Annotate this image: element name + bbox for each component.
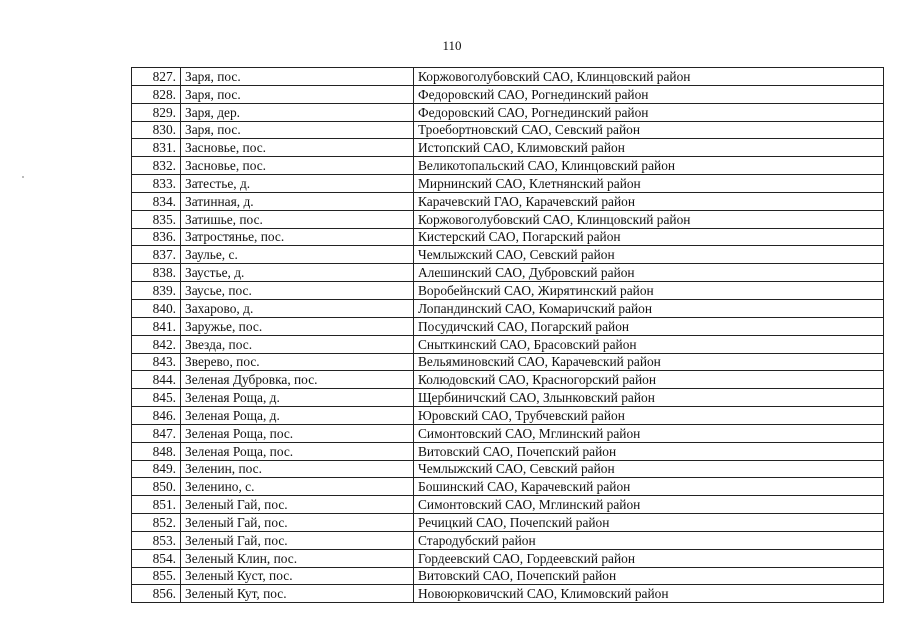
- table-row: [132, 514, 884, 532]
- settlement-name: Заря, пос.: [181, 85, 414, 103]
- settlement-name: Зеленино, с.: [181, 478, 414, 496]
- table-row: [132, 157, 884, 175]
- district-name: Новоюрковичский САО, Климовский район: [414, 585, 884, 603]
- table-row: [132, 68, 884, 86]
- table-row: [132, 442, 884, 460]
- row-number: 849.: [132, 460, 181, 478]
- district-name: Коржовоголубовский САО, Клинцовский район: [414, 68, 884, 86]
- district-name: Воробейнский САО, Жирятинский район: [414, 282, 884, 300]
- district-name: Колюдовский САО, Красногорский район: [414, 371, 884, 389]
- table-row: [132, 121, 884, 139]
- row-number: 854.: [132, 549, 181, 567]
- district-name: Мирнинский САО, Клетнянский район: [414, 175, 884, 193]
- district-name: Сныткинский САО, Брасовский район: [414, 335, 884, 353]
- settlement-name: Зеленая Роща, д.: [181, 389, 414, 407]
- settlement-name: Зеленая Роща, пос.: [181, 424, 414, 442]
- row-number: 846.: [132, 407, 181, 425]
- table-row: [132, 299, 884, 317]
- row-number: 845.: [132, 389, 181, 407]
- settlement-name: Звезда, пос.: [181, 335, 414, 353]
- row-number: 837.: [132, 246, 181, 264]
- settlement-name: Затестье, д.: [181, 175, 414, 193]
- table-row: [132, 139, 884, 157]
- row-number: 833.: [132, 175, 181, 193]
- table-row: [132, 371, 884, 389]
- district-name: Юровский САО, Трубчевский район: [414, 407, 884, 425]
- table-row: [132, 353, 884, 371]
- settlement-name: Зеленый Гай, пос.: [181, 496, 414, 514]
- district-name: Посудичский САО, Погарский район: [414, 317, 884, 335]
- settlement-name: Зеленая Роща, пос.: [181, 442, 414, 460]
- row-number: 839.: [132, 282, 181, 300]
- row-number: 831.: [132, 139, 181, 157]
- settlement-name: Заустье, д.: [181, 264, 414, 282]
- row-number: 852.: [132, 514, 181, 532]
- table-row: [132, 389, 884, 407]
- row-number: 827.: [132, 68, 181, 86]
- table-row: [132, 85, 884, 103]
- settlement-name: Засновье, пос.: [181, 157, 414, 175]
- table-row: [132, 264, 884, 282]
- district-name: Троебортновский САО, Севский район: [414, 121, 884, 139]
- settlement-name: Заря, пос.: [181, 121, 414, 139]
- district-name: Федоровский САО, Рогнединский район: [414, 85, 884, 103]
- row-number: 853.: [132, 531, 181, 549]
- district-name: Коржовоголубовский САО, Клинцовский район: [414, 210, 884, 228]
- row-number: 840.: [132, 299, 181, 317]
- table-row: [132, 496, 884, 514]
- district-name: Федоровский САО, Рогнединский район: [414, 103, 884, 121]
- table-row: [132, 210, 884, 228]
- settlements-table: [131, 67, 884, 603]
- settlement-name: Затишье, пос.: [181, 210, 414, 228]
- district-name: Щербиничский САО, Злынковский район: [414, 389, 884, 407]
- scan-speck: [22, 176, 24, 178]
- settlement-name: Затростянье, пос.: [181, 228, 414, 246]
- row-number: 850.: [132, 478, 181, 496]
- settlement-name: Заружье, пос.: [181, 317, 414, 335]
- district-name: Стародубский район: [414, 531, 884, 549]
- settlement-name: Затинная, д.: [181, 192, 414, 210]
- row-number: 830.: [132, 121, 181, 139]
- row-number: 835.: [132, 210, 181, 228]
- settlement-name: Заусье, пос.: [181, 282, 414, 300]
- district-name: Истопский САО, Климовский район: [414, 139, 884, 157]
- row-number: 844.: [132, 371, 181, 389]
- table-row: [132, 228, 884, 246]
- district-name: Кистерский САО, Погарский район: [414, 228, 884, 246]
- table-row: [132, 424, 884, 442]
- table-row: [132, 478, 884, 496]
- settlement-name: Зеленая Дубровка, пос.: [181, 371, 414, 389]
- settlement-name: Заря, пос.: [181, 68, 414, 86]
- district-name: Симонтовский САО, Мглинский район: [414, 496, 884, 514]
- row-number: 832.: [132, 157, 181, 175]
- settlement-name: Захарово, д.: [181, 299, 414, 317]
- settlement-name: Заря, дер.: [181, 103, 414, 121]
- page-number: 110: [442, 38, 462, 53]
- row-number: 842.: [132, 335, 181, 353]
- district-name: Вельяминовский САО, Карачевский район: [414, 353, 884, 371]
- table-body: [132, 68, 884, 603]
- settlement-name: Зверево, пос.: [181, 353, 414, 371]
- row-number: 855.: [132, 567, 181, 585]
- district-name: Великотопальский САО, Клинцовский район: [414, 157, 884, 175]
- table-row: [132, 335, 884, 353]
- table-row: [132, 549, 884, 567]
- district-name: Симонтовский САО, Мглинский район: [414, 424, 884, 442]
- district-name: Алешинский САО, Дубровский район: [414, 264, 884, 282]
- row-number: 838.: [132, 264, 181, 282]
- row-number: 851.: [132, 496, 181, 514]
- settlement-name: Зеленый Гай, пос.: [181, 531, 414, 549]
- table-row: [132, 192, 884, 210]
- district-name: Витовский САО, Почепский район: [414, 442, 884, 460]
- row-number: 836.: [132, 228, 181, 246]
- table-row: [132, 103, 884, 121]
- table-row: [132, 282, 884, 300]
- row-number: 847.: [132, 424, 181, 442]
- settlement-name: Зеленый Клин, пос.: [181, 549, 414, 567]
- settlement-name: Засновье, пос.: [181, 139, 414, 157]
- table-row: [132, 246, 884, 264]
- district-name: Речицкий САО, Почепский район: [414, 514, 884, 532]
- table-row: [132, 175, 884, 193]
- settlement-name: Зеленая Роща, д.: [181, 407, 414, 425]
- table-row: [132, 407, 884, 425]
- table-row: [132, 567, 884, 585]
- settlement-name: Зеленый Гай, пос.: [181, 514, 414, 532]
- settlement-name: Зеленый Кут, пос.: [181, 585, 414, 603]
- row-number: 856.: [132, 585, 181, 603]
- table-row: [132, 585, 884, 603]
- district-name: Гордеевский САО, Гордеевский район: [414, 549, 884, 567]
- table-row: [132, 531, 884, 549]
- table-row: [132, 317, 884, 335]
- settlement-name: Зеленый Куст, пос.: [181, 567, 414, 585]
- row-number: 841.: [132, 317, 181, 335]
- settlement-name: Зеленин, пос.: [181, 460, 414, 478]
- table-row: [132, 460, 884, 478]
- district-name: Карачевский ГАО, Карачевский район: [414, 192, 884, 210]
- row-number: 828.: [132, 85, 181, 103]
- row-number: 843.: [132, 353, 181, 371]
- district-name: Чемлыжский САО, Севский район: [414, 246, 884, 264]
- row-number: 848.: [132, 442, 181, 460]
- district-name: Бошинский САО, Карачевский район: [414, 478, 884, 496]
- settlement-name: Заулье, с.: [181, 246, 414, 264]
- row-number: 829.: [132, 103, 181, 121]
- district-name: Витовский САО, Почепский район: [414, 567, 884, 585]
- district-name: Лопандинский САО, Комаричский район: [414, 299, 884, 317]
- district-name: Чемлыжский САО, Севский район: [414, 460, 884, 478]
- row-number: 834.: [132, 192, 181, 210]
